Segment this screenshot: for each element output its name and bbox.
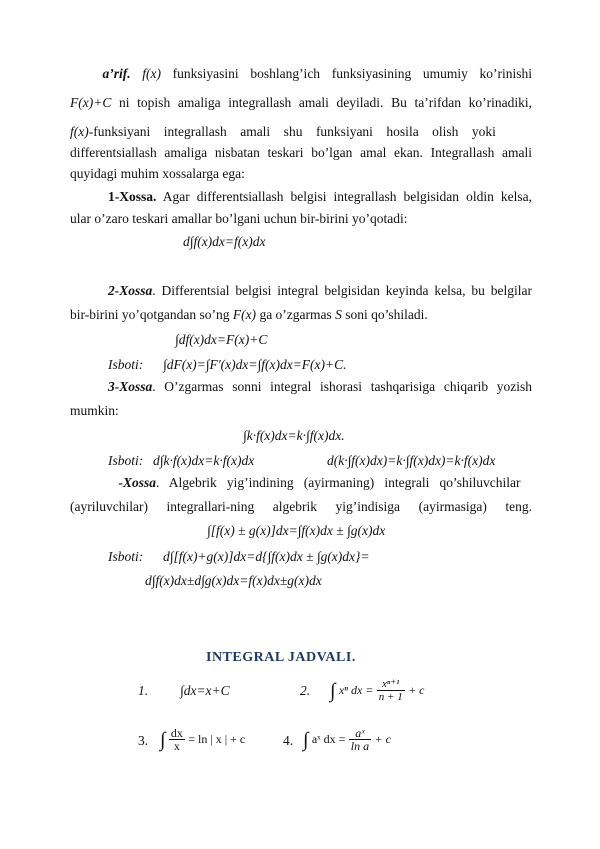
property-4-formula: ∫[f(x) ± g(x)]dx=∫f(x)dx ± ∫g(x)dx: [207, 523, 386, 538]
fraction-denominator: n + 1: [378, 691, 403, 704]
formula-4: [303, 722, 391, 758]
property-3-title: 3-Xossa: [108, 379, 153, 394]
s-symbol: S: [335, 307, 342, 322]
text: . Algebrik yig’indining (ayirmaning) integrali qo’shiluvchilar: [145, 475, 510, 490]
property-2-proof: ∫dF(x)=∫F′(x)dx=∫f(x)dx=F(x)+C.: [163, 357, 347, 372]
formula-1: ∫dx=x+C: [180, 683, 230, 698]
text: ga o’zgarmas: [259, 307, 332, 322]
definition-label: a’rif.: [92, 66, 121, 81]
formula-2-rhs: + c: [408, 683, 425, 697]
formula-3: [160, 722, 245, 758]
formula-2: [330, 675, 425, 707]
property-3-proof-a: d∫k·f(x)dx=k·f(x)dx: [153, 453, 255, 468]
property-3-line-2: mumkin:: [70, 403, 119, 418]
text: -funksiyani integrallash amali shu funksiyani hosila olish yoki: [88, 124, 496, 139]
property-4-proof-label: Isboti:: [108, 549, 144, 564]
property-1-line-1: [108, 189, 532, 205]
definition-line-4: differentsiallash amaliga nisbatan teskari bo’lgan amal ekan. Integrallash amali: [70, 145, 532, 160]
formula-2-fraction: [377, 678, 405, 703]
property-3-proof-label: Isboti:: [108, 453, 144, 468]
fraction-numerator: dx: [170, 726, 183, 741]
formula-4-rhs: + c: [374, 732, 391, 746]
definition-line-3: [70, 124, 532, 140]
text: Agar differentsiallash belgisi integrallash belgisidan oldin kelsa,: [162, 189, 532, 204]
definition-line-5: quyidagi muhim xossalarga ega:: [70, 166, 245, 181]
integral-sign: ∫: [330, 679, 336, 702]
text: ni topish amaliga integrallash amali deyiladi. Bu ta’rifdan ko’rinadiki,: [119, 95, 532, 110]
property-1-formula: d∫f(x)dx=f(x)dx: [183, 234, 266, 249]
text: . O’zgarmas sonni integral ishorasi tashqarisiga chiqarib yozish: [152, 379, 532, 394]
definition-line-1: [92, 66, 532, 82]
property-3-formula: ∫k·f(x)dx=k·∫f(x)dx.: [243, 428, 345, 443]
formula-3-number: 3.: [138, 733, 149, 748]
formula-4-lhs: aˣ dx =: [311, 732, 346, 746]
fx-symbol: f(x): [70, 124, 89, 139]
fx-symbol: f(x): [133, 66, 153, 81]
fc-symbol: F(x)+C: [70, 95, 112, 110]
formula-2-number: 2.: [300, 683, 311, 698]
property-4-line-1: [108, 475, 532, 491]
formula-4-fraction: [349, 727, 371, 752]
property-1-line-2: ular o’zaro teskari amallar bo’lgani uchun bir-birini yo’qotadi:: [70, 211, 408, 226]
text: funksiyasini boshlang’ich funksiyasining umumiy ko’rinishi: [165, 66, 533, 81]
formula-3-fraction: [169, 727, 185, 752]
text: bir-birini yo’qotgandan so’ng: [70, 307, 230, 322]
fraction-numerator: aˣ: [349, 727, 371, 740]
formula-1-number: 1.: [138, 683, 149, 698]
fx-symbol: F(x): [232, 307, 257, 322]
fraction-denominator: ln a: [350, 739, 370, 754]
formula-3-rhs: = ln | x | + c: [188, 732, 246, 746]
property-2-title: 2-Xossa: [108, 283, 153, 298]
property-3-proof-b: d(k·∫f(x)dx)=k·∫f(x)dx)=k·f(x)dx: [327, 453, 496, 468]
text: soni qo’shiladi.: [345, 307, 428, 322]
property-3-line-1: [108, 379, 532, 395]
integral-sign: ∫: [303, 728, 309, 751]
property-2-line-2: [70, 307, 428, 323]
formula-2-lhs: xⁿ dx =: [338, 683, 374, 697]
formula-4-number: 4.: [283, 733, 294, 748]
property-4-proof-2: d∫f(x)dx±d∫g(x)dx=f(x)dx±g(x)dx: [145, 573, 322, 588]
property-1-title: 1-Xossa.: [108, 189, 157, 204]
property-4-line-2: (ayriluvchilar) integrallari-ning algebrik yig’indisiga (ayirmasiga) teng.: [70, 499, 532, 514]
property-2-formula: ∫df(x)dx=F(x)+C: [175, 332, 268, 347]
property-2-line-1: [108, 283, 532, 299]
integral-sign: ∫: [160, 728, 166, 751]
text: . Differentsial belgisi integral belgisidan keyinda kelsa, bu belgilar: [152, 283, 532, 298]
definition-line-2: [70, 95, 532, 111]
fraction-denominator: x: [173, 739, 180, 754]
property-4-proof-1: d∫[f(x)+g(x)]dx=d{∫f(x)dx ± ∫g(x)dx}=: [163, 549, 370, 564]
fraction-numerator: xⁿ⁺¹: [377, 678, 405, 691]
integral-table-heading: INTEGRAL JADVALI.: [206, 650, 356, 665]
property-4-title: -Xossa: [108, 475, 146, 490]
property-2-proof-label: Isboti:: [108, 357, 144, 372]
